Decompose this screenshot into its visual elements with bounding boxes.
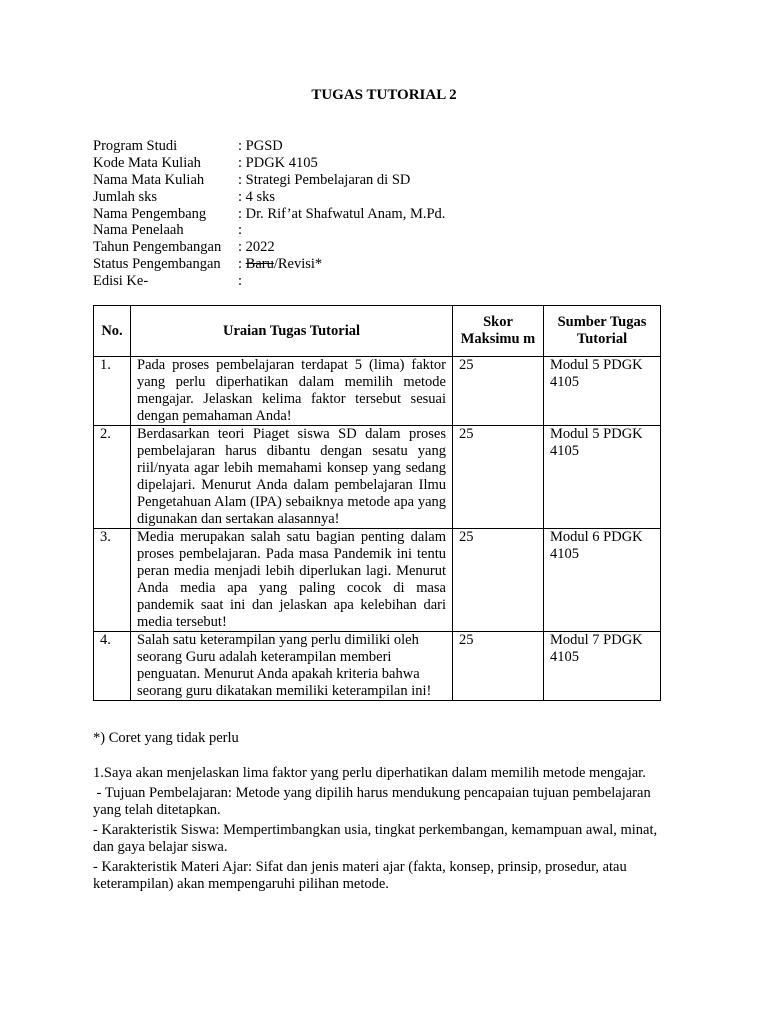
answer-section xyxy=(93,765,671,896)
info-value xyxy=(238,256,322,273)
info-label: Tahun Pengembangan xyxy=(93,239,222,256)
max-score: 25 xyxy=(453,632,544,701)
answer-paragraph: - Karakteristik Siswa: Mempertimbangkan usia, tingkat perkembangan, kemampuan awal, minat, dan gaya belajar siswa. xyxy=(93,821,658,855)
course-info xyxy=(93,138,445,290)
header-skor: Skor Maksimu m xyxy=(453,306,544,357)
info-row-nama-mata-kuliah xyxy=(93,172,445,189)
status-struck-option: Baru xyxy=(245,256,274,273)
info-label: Nama Pengembang xyxy=(93,205,207,222)
header-sumber: Sumber Tugas Tutorial xyxy=(544,306,661,357)
info-label: Jumlah sks xyxy=(93,188,158,205)
task-source: Modul 7 PDGK 4105 xyxy=(544,632,661,701)
info-value: : Strategi Pembelajaran di SD xyxy=(238,171,411,188)
row-number: 2. xyxy=(94,426,131,529)
answer-paragraph: - Tujuan Pembelajaran: Metode yang dipilih harus mendukung pencapaian tujuan pembelajaran yang telah ditetapkan. xyxy=(93,784,655,818)
table-header-row xyxy=(94,306,661,357)
max-score: 25 xyxy=(453,357,544,426)
tasks-table xyxy=(93,305,661,701)
info-label: Kode Mata Kuliah xyxy=(93,154,201,171)
task-source: Modul 6 PDGK 4105 xyxy=(544,529,661,632)
info-row-nama-penelaah xyxy=(93,222,445,239)
task-source: Modul 5 PDGK 4105 xyxy=(544,426,661,529)
task-description: Pada proses pembelajaran terdapat 5 (lima) faktor yang perlu diperhatikan dalam memilih metode mengajar. Jelaskan kelima faktor tersebut sesuai dengan pemahaman Anda! xyxy=(131,357,453,426)
max-score: 25 xyxy=(453,529,544,632)
task-description: Berdasarkan teori Piaget siswa SD dalam proses pembelajaran harus dibantu dengan sesatu yang riil/nyata agar lebih memahami konsep yang sedang dipelajari. Menurut Anda dalam pembelajaran Ilmu Pengetahuan Alam (IPA) sebaiknya metode apa yang digunakan dan sertakan alasannya! xyxy=(131,426,453,529)
task-source: Modul 5 PDGK 4105 xyxy=(544,357,661,426)
info-label: Edisi Ke- xyxy=(93,273,149,290)
info-row-edisi xyxy=(93,273,445,290)
header-uraian: Uraian Tugas Tutorial xyxy=(131,306,453,357)
info-row-nama-pengembang xyxy=(93,206,445,223)
info-row-status-pengembangan xyxy=(93,256,445,273)
info-value: : PDGK 4105 xyxy=(238,154,318,171)
answer-paragraph: 1.Saya akan menjelaskan lima faktor yang perlu diperhatikan dalam memilih metode mengajar. xyxy=(93,765,646,781)
info-label: Nama Mata Kuliah xyxy=(93,171,205,188)
page-title: TUGAS TUTORIAL 2 xyxy=(311,87,457,103)
info-label: Nama Penelaah xyxy=(93,222,184,239)
status-selected-option: /Revisi* xyxy=(273,256,323,273)
table-row xyxy=(94,529,661,632)
table-row xyxy=(94,426,661,529)
task-description: Media merupakan salah satu bagian penting dalam proses pembelajaran. Pada masa Pandemik ini tentu peran media menjadi lebih diperlukan lagi. Menurut Anda media apa yang paling cocok di masa pandemik saat ini dan jelaskan apa kelebihan dari media tersebut! xyxy=(131,529,453,632)
info-value: : 2022 xyxy=(238,239,275,256)
max-score: 25 xyxy=(453,426,544,529)
info-value: : xyxy=(238,222,243,239)
table-row xyxy=(94,632,661,701)
header-no: No. xyxy=(94,306,131,357)
info-row-tahun-pengembangan xyxy=(93,239,445,256)
info-value: : xyxy=(238,273,243,290)
row-number: 1. xyxy=(94,357,131,426)
info-row-program-studi xyxy=(93,138,445,155)
info-row-kode-mata-kuliah xyxy=(93,155,445,172)
info-value: : 4 sks xyxy=(238,188,276,205)
info-label: Program Studi xyxy=(93,138,178,154)
row-number: 4. xyxy=(94,632,131,701)
status-prefix: : xyxy=(238,256,246,273)
task-description: Salah satu keterampilan yang perlu dimiliki oleh seorang Guru adalah keterampilan memberi penguatan. Menurut Anda apakah kriteria bahwa seorang guru dikatakan memiliki keterampilan ini! xyxy=(131,632,453,701)
info-label: Status Pengembangan xyxy=(93,256,221,273)
info-value: : Dr. Rif’at Shafwatul Anam, M.Pd. xyxy=(238,205,446,222)
footnote: *) Coret yang tidak perlu xyxy=(93,730,239,746)
table-row xyxy=(94,357,661,426)
info-value: : PGSD xyxy=(238,138,283,154)
answer-paragraph: - Karakteristik Materi Ajar: Sifat dan jenis materi ajar (fakta, konsep, prinsip, prosedur, atau keterampilan) akan mempengaruhi pilihan metode. xyxy=(93,858,627,892)
info-row-jumlah-sks xyxy=(93,189,445,206)
row-number: 3. xyxy=(94,529,131,632)
